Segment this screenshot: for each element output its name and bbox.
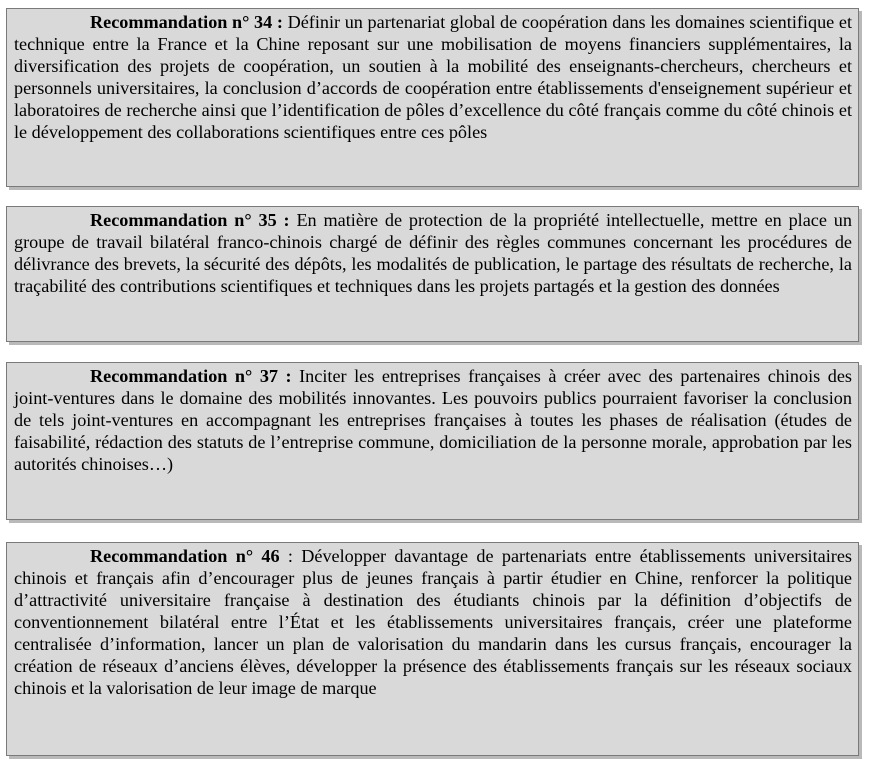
recommendation-box-35: [6, 206, 859, 342]
recommendation-label: Recommandation n° 37 :: [90, 366, 292, 386]
recommendation-label: Recommandation n° 35 :: [90, 210, 290, 230]
recommendation-box-46: [6, 542, 859, 756]
recommendation-text: En matière de protection de la propriété intellectuelle, mettre en place un groupe de travail bilatéral franco-chinois chargé de définir des règles communes concernant les procédures de délivrance des brevets, la sécurité des dépôts, les modalités de publication, le partage des résultats de recherche, la traçabilité des contributions scientifiques et techniques dans les projets partagés et la gestion des données: [14, 210, 852, 296]
recommendation-box-34: [6, 8, 859, 187]
recommendation-text: Inciter les entreprises françaises à créer avec des partenaires chinois des joint-ventures dans le domaine des mobilités innovantes. Les pouvoirs publics pourraient favoriser la conclusion de tels joint-ventures en accompagnant les entreprises françaises à toutes les phases de réalisation (études de faisabilité, rédaction des statuts de l’entreprise commune, domiciliation de la personne morale, approbation par les autorités chinoises…): [14, 366, 852, 474]
recommendation-label: Recommandation n° 34 :: [90, 12, 283, 32]
recommendation-box-37: [6, 362, 859, 520]
recommendation-text: : Développer davantage de partenariats entre établissements universitaires chinois et français afin d’encourager plus de jeunes français à partir étudier en Chine, renforcer la politique d’attractivité universitaire française à destination des étudiants chinois par la définition d’objectifs de conventionnement bilatéral entre l’État et les établissements universitaires français, créer une plateforme centralisée d’information, lancer un plan de valorisation du mandarin dans les cursus français, encourager la création de réseaux d’anciens élèves, développer la présence des établissements français sur les réseaux sociaux chinois et la valorisation de leur image de marque: [14, 546, 852, 698]
recommendation-label: Recommandation n° 46: [90, 546, 280, 566]
recommendation-text: Définir un partenariat global de coopération dans les domaines scientifique et technique entre la France et la Chine reposant sur une mobilisation de moyens financiers supplémentaires, la diversification des projets de coopération, un soutien à la mobilité des enseignants-chercheurs, chercheurs et personnels universitaires, la conclusion d’accords de coopération entre établissements d'enseignement supérieur et laboratoires de recherche ainsi que l’identification de pôles d’excellence du côté français comme du côté chinois et le développement des collaborations scientifiques entre ces pôles: [14, 12, 852, 142]
